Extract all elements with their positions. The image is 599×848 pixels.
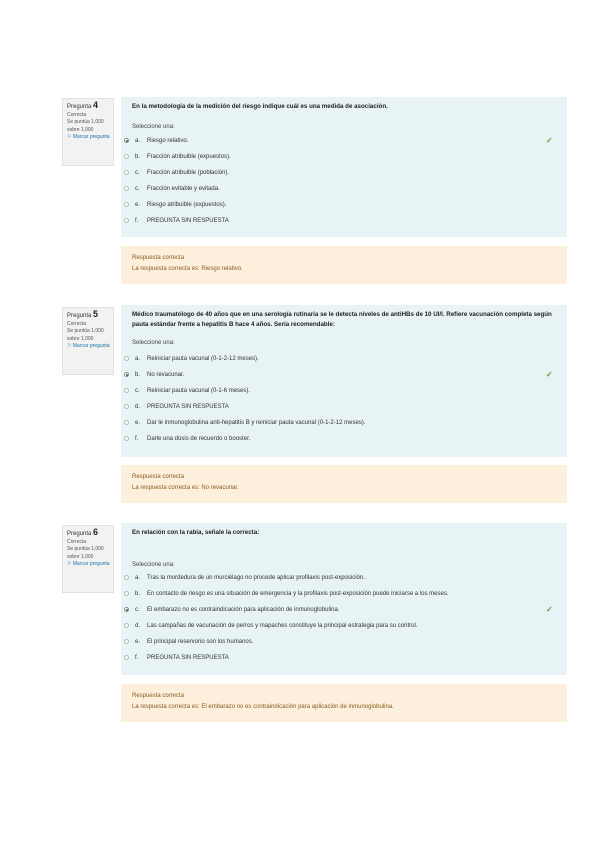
question-score-max: sobre 1,000	[67, 553, 94, 560]
question-label: Pregunta	[67, 531, 92, 537]
radio-icon[interactable]	[124, 623, 129, 628]
question-score-max: sobre 1,000	[67, 126, 94, 133]
question-status: Correcta	[67, 538, 87, 545]
radio-icon[interactable]	[124, 202, 129, 207]
feedback-box-6	[121, 684, 567, 722]
question-label: Pregunta	[67, 313, 92, 319]
question-score: Se puntúa 1,000	[67, 119, 104, 125]
feedback-title: Respuesta correcta	[132, 255, 185, 261]
check-icon: ✓	[546, 370, 553, 379]
question-info-4	[62, 98, 114, 166]
question-content-6	[121, 523, 567, 675]
feedback-title: Respuesta correcta	[132, 693, 185, 699]
question-label: Pregunta	[67, 104, 92, 110]
select-prompt: Seleccione una:	[132, 561, 175, 568]
check-icon: ✓	[546, 136, 553, 145]
radio-icon[interactable]	[124, 404, 129, 409]
question-status: Correcta	[67, 320, 87, 327]
flag-icon: ⚐	[67, 134, 72, 140]
question-info-5	[62, 307, 114, 375]
radio-icon[interactable]	[124, 591, 129, 596]
question-score: Se puntúa 1,000	[67, 328, 104, 334]
radio-icon[interactable]	[124, 356, 129, 361]
flag-question-link[interactable]: ⚐ Marcar pregunta	[67, 134, 110, 140]
flag-icon: ⚐	[67, 343, 72, 349]
feedback-box-5	[121, 465, 567, 503]
question-text: Médico traumatólogo de 40 años que en una serología rutinaria se le detecta niveles de antiHBs de 10 UI/l. Refiere vacunación completa según pauta estándar frente a hepatitis B hace 4 años. Sería recomendable:	[132, 311, 552, 328]
select-prompt: Seleccione una:	[132, 340, 175, 346]
feedback-box-4	[121, 246, 567, 284]
radio-icon[interactable]	[124, 575, 129, 580]
radio-icon[interactable]	[124, 154, 129, 159]
feedback-text: La respuesta correcta es: El embarazo no es contraindicación para aplicación de inmunoglobulina.	[132, 704, 394, 710]
question-content-4	[121, 97, 567, 237]
radio-selected-icon[interactable]	[124, 138, 129, 143]
radio-icon[interactable]	[124, 218, 129, 223]
question-number: 5	[93, 309, 99, 319]
select-prompt: Seleccione una:	[132, 123, 175, 130]
radio-icon[interactable]	[124, 388, 129, 393]
question-score-max: sobre 1,000	[67, 335, 94, 342]
question-score: Se puntúa 1,000	[67, 546, 104, 552]
flag-icon: ⚐	[67, 561, 72, 567]
radio-icon[interactable]	[124, 436, 129, 441]
feedback-title: Respuesta correcta	[132, 474, 185, 480]
radio-icon[interactable]	[124, 639, 129, 644]
question-content-5	[121, 305, 567, 457]
question-status: Correcta	[67, 111, 87, 118]
question-number: 6	[93, 527, 99, 537]
question-text: En relación con la rabia, señale la correcta:	[132, 529, 260, 536]
flag-question-link[interactable]: ⚐ Marcar pregunta	[67, 343, 110, 349]
radio-selected-icon[interactable]	[124, 607, 129, 612]
radio-icon[interactable]	[124, 420, 129, 425]
question-number: 4	[93, 100, 99, 110]
radio-icon[interactable]	[124, 186, 129, 191]
radio-icon[interactable]	[124, 170, 129, 175]
feedback-text: La respuesta correcta es: No revacunar.	[132, 485, 239, 491]
flag-question-link[interactable]: ⚐ Marcar pregunta	[67, 561, 110, 567]
radio-icon[interactable]	[124, 655, 129, 660]
question-text: En la metodología de la medición del riesgo indique cuál es una medida de asociación.	[132, 103, 388, 110]
question-info-6	[62, 525, 114, 593]
feedback-text: La respuesta correcta es: Riesgo relativo.	[132, 266, 243, 272]
radio-selected-icon[interactable]	[124, 372, 129, 377]
check-icon: ✓	[546, 605, 553, 614]
